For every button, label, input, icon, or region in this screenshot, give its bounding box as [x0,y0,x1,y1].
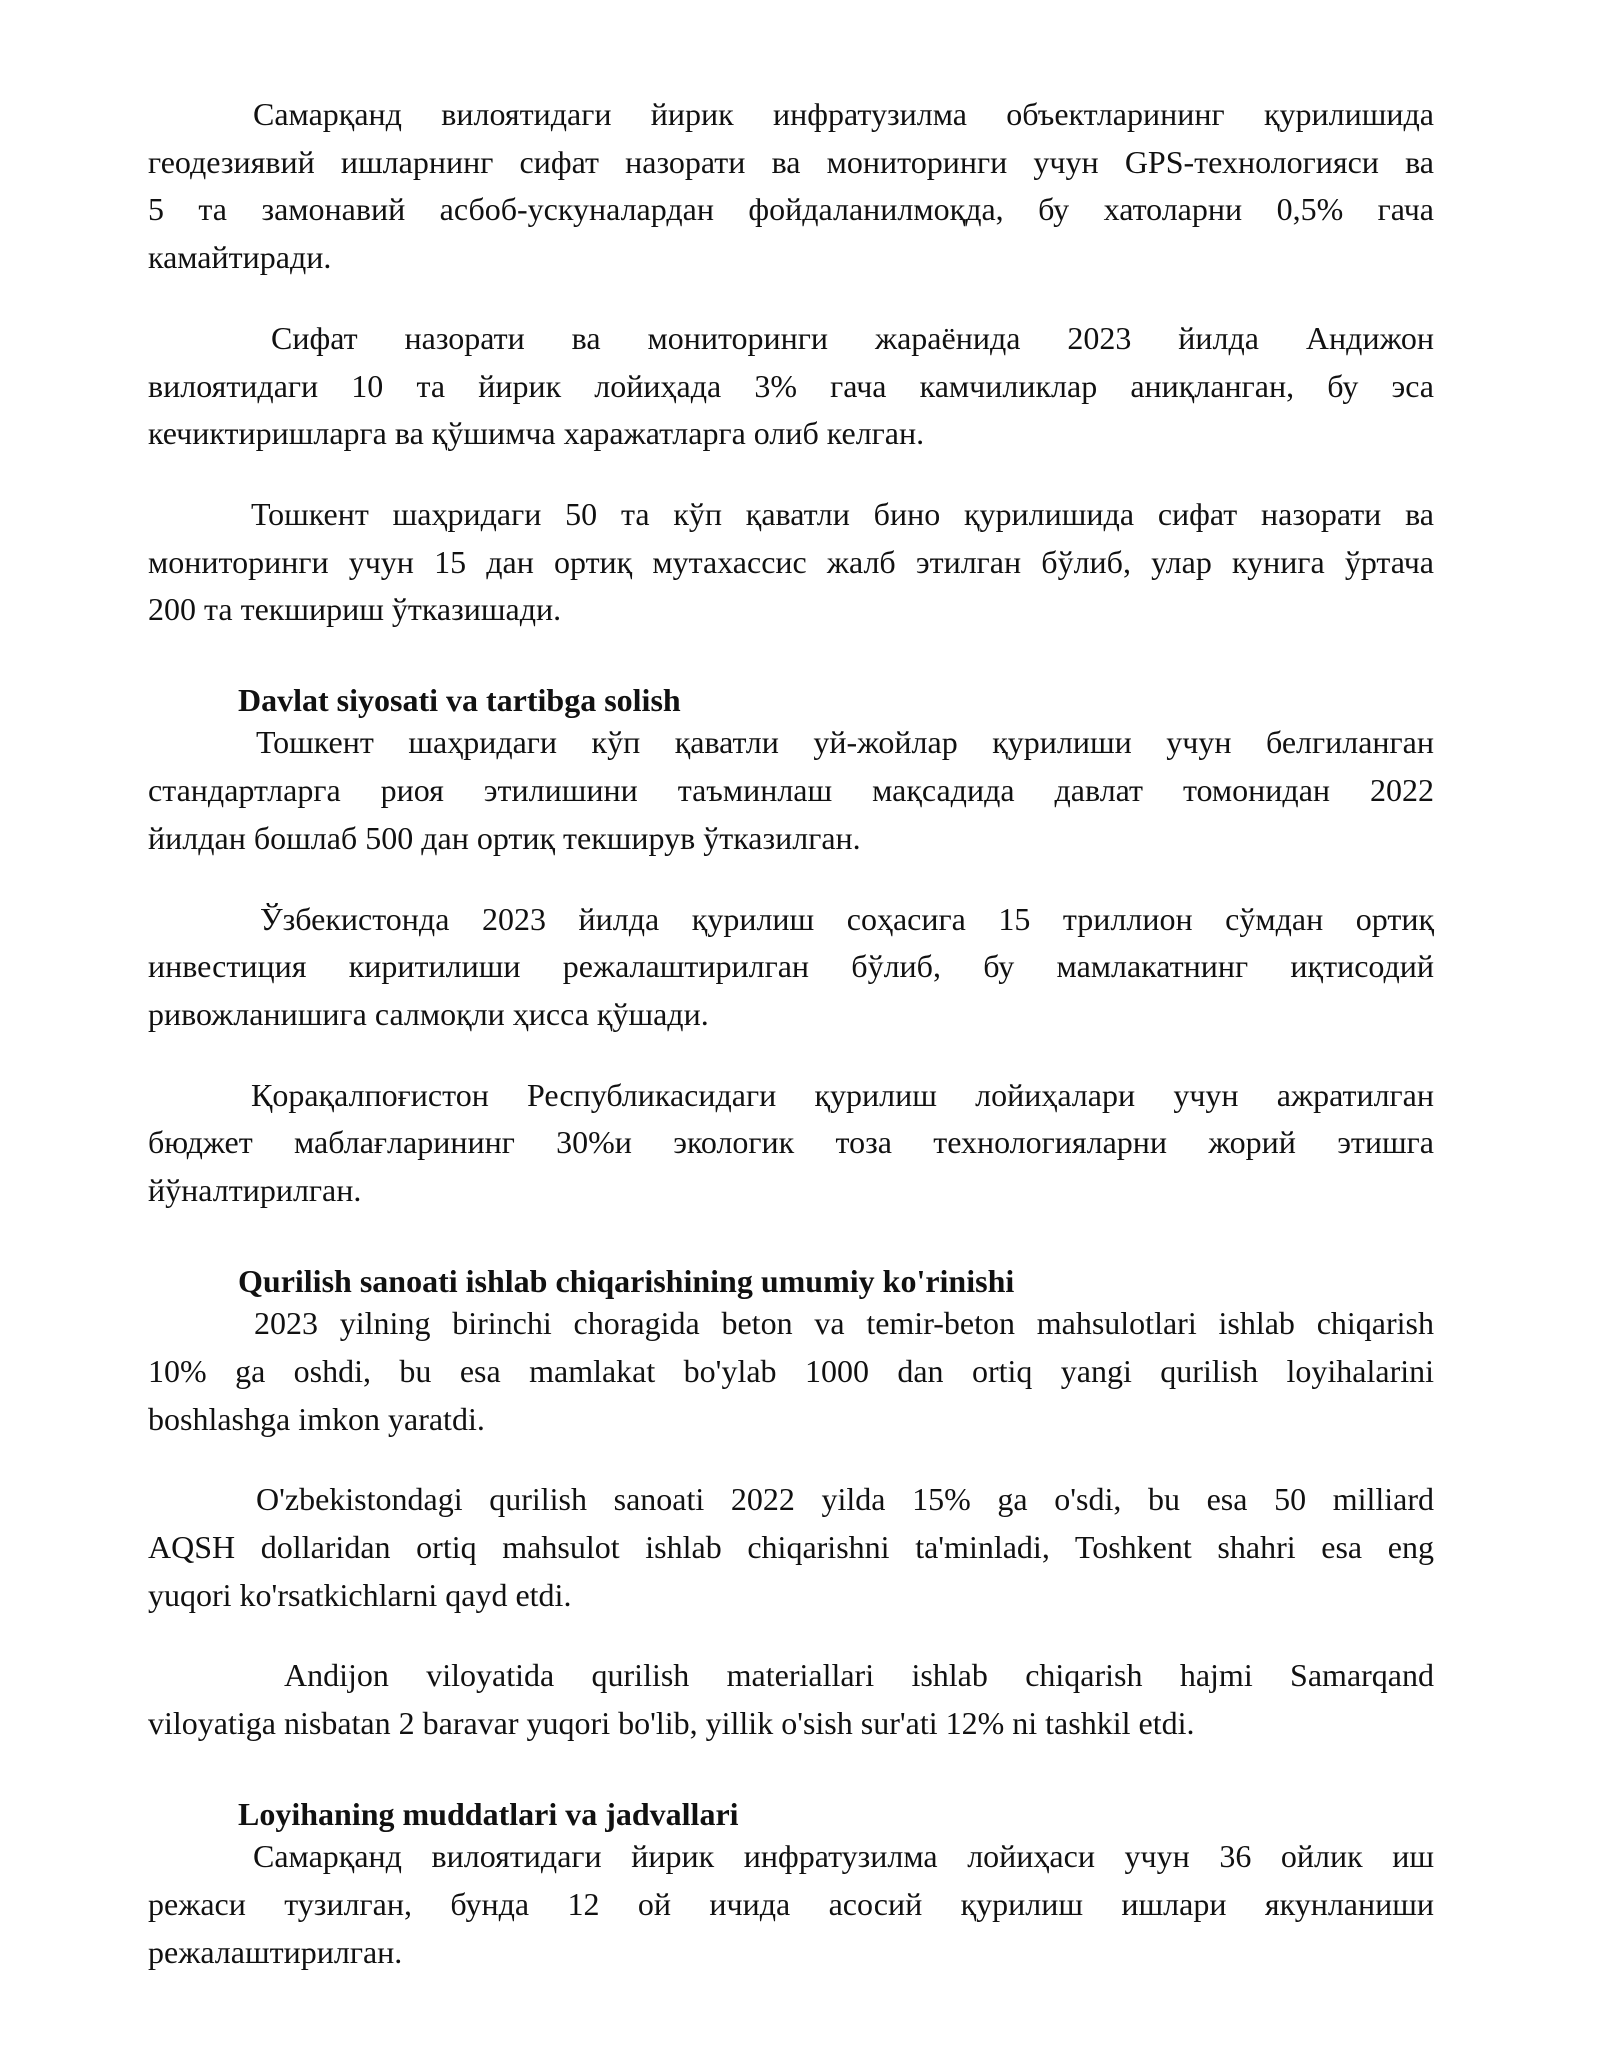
paragraph-line: мониторинги учун 15 дан ортиқ мутахассис жалб этилган бўлиб, улар кунига ўртача [148,543,1434,580]
paragraph-line: Ўзбекистонда 2023 йилда қурилиш соҳасига 15 триллион сўмдан ортиқ [260,900,1434,937]
paragraph-line: yuqori ko'rsatkichlarni qayd etdi. [148,1576,572,1613]
section-heading: Qurilish sanoati ishlab chiqarishining umumiy ko'rinishi [238,1262,1015,1299]
paragraph-line: ривожланишига салмоқли ҳисса қўшади. [148,995,709,1032]
paragraph-line: бюджет маблағларининг 30%и экологик тоза технологияларни жорий этишга [148,1124,1434,1161]
paragraph [148,719,1434,862]
paragraph [148,91,1434,282]
paragraph-line: Сифат назорати ва мониторинги жараёнида 2023 йилда Андижон [271,319,1434,356]
paragraph-line: boshlashga imkon yaratdi. [148,1400,485,1437]
paragraph [148,1652,1434,1747]
paragraph-line: Andijon viloyatida qurilish materiallari ishlab chiqarish hajmi Samarqand [284,1657,1434,1694]
paragraph [148,896,1434,1039]
paragraph-line: режалаштирилган. [148,1933,403,1970]
paragraph-line: AQSH dollaridan ortiq mahsulot ishlab chiqarishni ta'minladi, Toshkent shahri esa eng [148,1528,1434,1565]
section-heading: Davlat siyosati va tartibga solish [238,682,681,719]
paragraph [148,315,1434,458]
paragraph-line: 5 та замонавий асбоб-ускуналардан фойдаланилмоқда, бу хатоларни 0,5% гача [148,191,1434,228]
paragraph-line: йўналтирилган. [148,1172,362,1209]
paragraph-line: Қорақалпоғистон Республикасидаги қурилиш лойиҳалари учун ажратилган [251,1076,1434,1113]
paragraph [148,1833,1434,1976]
paragraph-line: viloyatiga nisbatan 2 baravar yuqori bo'lib, yillik o'sish sur'ati 12% ni tashkil etdi. [148,1705,1195,1742]
paragraph-line: йилдан бошлаб 500 дан ортиқ текширув ўтказилган. [148,819,861,856]
paragraph-line: вилоятидаги 10 та йирик лойиҳада 3% гача камчиликлар аниқланган, бу эса [148,367,1434,404]
paragraph-line: O'zbekistondagi qurilish sanoati 2022 yilda 15% ga o'sdi, bu esa 50 milliard [256,1481,1434,1518]
paragraph [148,1072,1434,1215]
section-heading: Loyihaning muddatlari va jadvallari [238,1795,739,1832]
paragraph [148,1476,1434,1619]
paragraph [148,1300,1434,1443]
paragraph-line: кечиктиришларга ва қўшимча харажатларга олиб келган. [148,415,925,452]
paragraph-line: 10% ga oshdi, bu esa mamlakat bo'ylab 1000 dan ortiq yangi qurilish loyihalarini [148,1352,1434,1389]
paragraph-line: геодезиявий ишларнинг сифат назорати ва мониторинги учун GPS-технологияси ва [148,143,1434,180]
paragraph-line: Самарқанд вилоятидаги йирик инфратузилма лойиҳаси учун 36 ойлик иш [253,1838,1434,1875]
paragraph-line: инвестиция киритилиши режалаштирилган бўлиб, бу мамлакатнинг иқтисодий [148,948,1434,985]
paragraph [148,491,1434,634]
paragraph-line: Тошкент шаҳридаги 50 та кўп қаватли бино қурилишида сифат назорати ва [251,495,1434,532]
paragraph-line: Самарқанд вилоятидаги йирик инфратузилма объектларининг қурилишида [253,96,1434,132]
paragraph-line: Тошкент шаҳридаги кўп қаватли уй-жойлар қурилиши учун белгиланган [256,724,1434,761]
paragraph-line: 2023 yilning birinchi choragida beton va temir-beton mahsulotlari ishlab chiqarish [254,1305,1434,1342]
paragraph-line: режаси тузилган, бунда 12 ой ичида асосий қурилиш ишлари якунланиши [148,1885,1434,1922]
paragraph-line: камайтиради. [148,239,332,276]
paragraph-line: 200 та текшириш ўтказишади. [148,591,562,628]
paragraph-line: стандартларга риоя этилишини таъминлаш мақсадида давлат томонидан 2022 [148,772,1434,809]
document-body [148,91,1434,2009]
